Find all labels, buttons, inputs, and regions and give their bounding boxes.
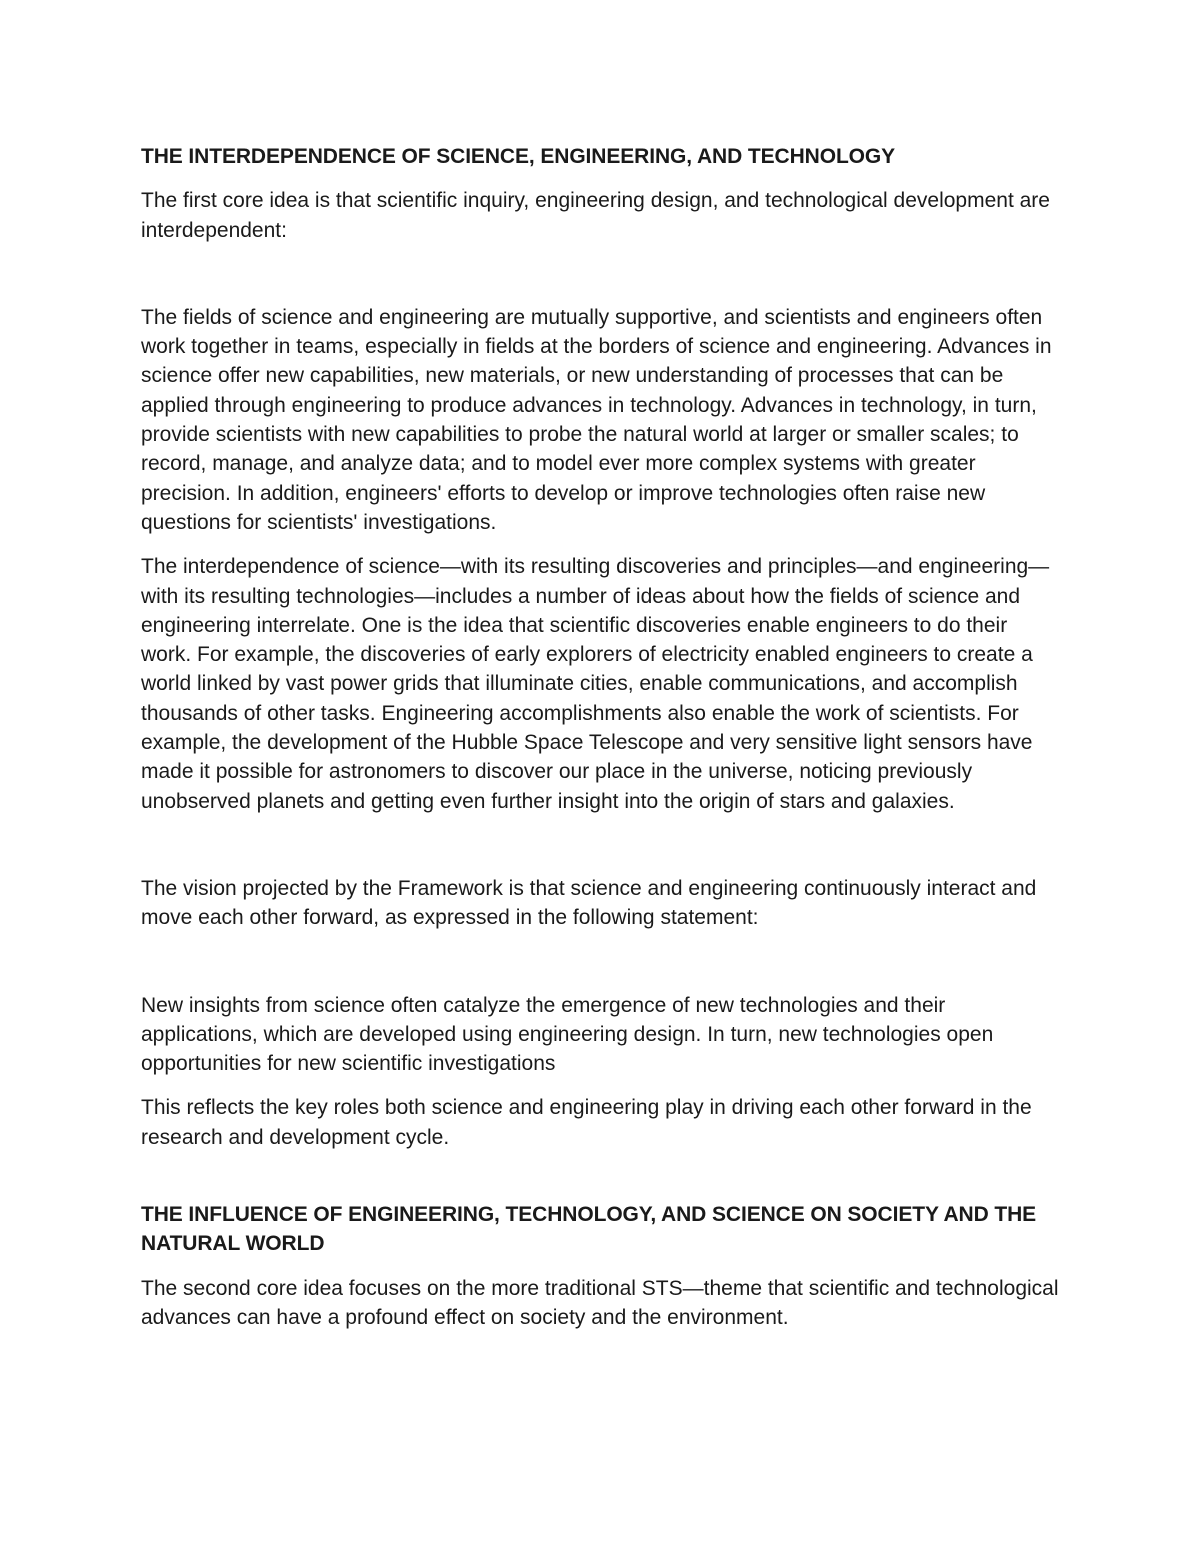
section1-heading: THE INTERDEPENDENCE OF SCIENCE, ENGINEERING, AND TECHNOLOGY [141, 145, 896, 168]
section1-paragraph-5: This reflects the key roles both science and engineering play in driving each other forward in the research and development cycle. [141, 1096, 1032, 1149]
section2-intro: The second core idea focuses on the more traditional STS—theme that scientific and technological advances can have a profound effect on society and the environment. [141, 1276, 1059, 1329]
section1-paragraph-1: The fields of science and engineering are mutually supportive, and scientists and engineers often work together in teams, especially in fields at the borders of science and engineering. Advances in science offer new capabilities, new materials, or new understanding of processes that can be applied through engineering to produce advances in technology. Advances in technology, in turn, provide scientists with new capabilities to probe the natural world at larger or smaller scales; to record, manage, and analyze data; and to model ever more complex systems with greater precision. In addition, engineers' efforts to develop or improve technologies often raise new questions for scientists' investigations. [141, 305, 1052, 534]
section2-heading: THE INFLUENCE OF ENGINEERING, TECHNOLOGY, AND SCIENCE ON SOCIETY AND THE NATURAL WORLD [141, 1203, 1037, 1256]
section1-intro: The first core idea is that scientific inquiry, engineering design, and technological development are interdependent: [141, 189, 1050, 242]
section1-paragraph-3: The vision projected by the Framework is that science and engineering continuously interact and move each other forward, as expressed in the following statement: [141, 876, 1037, 930]
section1-paragraph-4: New insights from science often catalyze the emergence of new technologies and their applications, which are developed using engineering design. In turn, new technologies open opportunities for new scientific investigations [141, 993, 994, 1076]
document-page [141, 142, 1061, 1332]
section1-paragraph-2: The interdependence of science—with its resulting discoveries and principles—and engineering—with its resulting technologies—includes a number of ideas about how the fields of science and engineering interrelate. One is the idea that scientific discoveries enable engineers to do their work. For example, the discoveries of early explorers of electricity enabled engineers to create a world linked by vast power grids that illuminate cities, enable communications, and accomplish thousands of other tasks. Engineering accomplishments also enable the work of scientists. For example, the development of the Hubble Space Telescope and very sensitive light sensors have made it possible for astronomers to discover our place in the universe, noticing previously unobserved planets and getting even further insight into the origin of stars and galaxies. [141, 555, 1050, 813]
